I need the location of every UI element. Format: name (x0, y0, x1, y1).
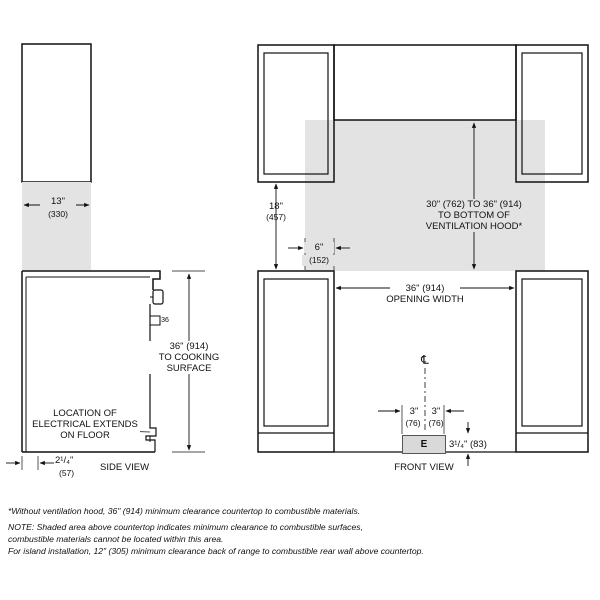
dim-18-mm-label: (457) (266, 212, 286, 222)
note-line-2: NOTE: Shaded area above countertop indicates minimum clearance to combustible surfaces, (8, 522, 363, 532)
lower-left-cabinet (258, 271, 334, 452)
dim-36-cooking-line3: SURFACE (144, 363, 234, 374)
dim-2-1-4-mm-label: (57) (59, 468, 75, 478)
hood-clearance-line3: VENTILATION HOOD* (418, 221, 530, 232)
dim-13-label: 13" (40, 196, 76, 207)
electrical-outlet-box: E (402, 435, 446, 454)
dim-13-mm-label: (330) (48, 209, 68, 219)
dim-18-label: 18" (269, 201, 283, 212)
ventilation-hood-area (334, 45, 516, 120)
opening-width-line2: OPENING WIDTH (380, 294, 470, 305)
electrical-location-line1: LOCATION OF (30, 408, 140, 419)
dim-3-right-label: 3" (431, 406, 441, 417)
dim-36-cooking-line2: TO COOKING (144, 352, 234, 363)
hood-clearance-line1: 30" (762) TO 36" (914) (418, 199, 530, 210)
lower-right-cabinet (516, 271, 588, 452)
opening-width-line1: 36" (914) (390, 283, 460, 294)
dim-3-1-4-label: 3¹/₄" (83) (449, 439, 487, 450)
dim-3-left-label: 3" (409, 406, 419, 417)
side-view-caption: SIDE VIEW (100, 462, 150, 473)
dim-6-mm-label: (152) (302, 255, 336, 266)
knob-label: 36 (161, 317, 169, 324)
electrical-location-line2: ELECTRICAL EXTENDS (30, 419, 140, 430)
dim-36-cooking-label: 36" (914) (144, 341, 234, 352)
note-line-4: For island installation, 12" (305) minimum clearance back of range to combustible rear wall above countertop. (8, 546, 424, 556)
note-line-1: *Without ventilation hood, 36" (914) minimum clearance countertop to combustible materials. (8, 506, 361, 516)
hood-clearance-line2: TO BOTTOM OF (418, 210, 530, 221)
note-line-3: combustible materials cannot be located within this area. (8, 534, 224, 544)
dim-3-right-mm-label: (76) (428, 418, 444, 428)
dim-3-left-mm-label: (76) (405, 418, 421, 428)
electrical-location-line3: ON FLOOR (30, 430, 140, 441)
dim-2-1-4-label: 2¹/₄" (55, 455, 74, 466)
front-view-caption: FRONT VIEW (394, 462, 454, 473)
side-view-drawing (6, 44, 205, 470)
dim-6-label: 6" (304, 242, 334, 253)
side-upper-cabinet (22, 44, 91, 182)
centerline-symbol: ℄ (421, 353, 429, 367)
